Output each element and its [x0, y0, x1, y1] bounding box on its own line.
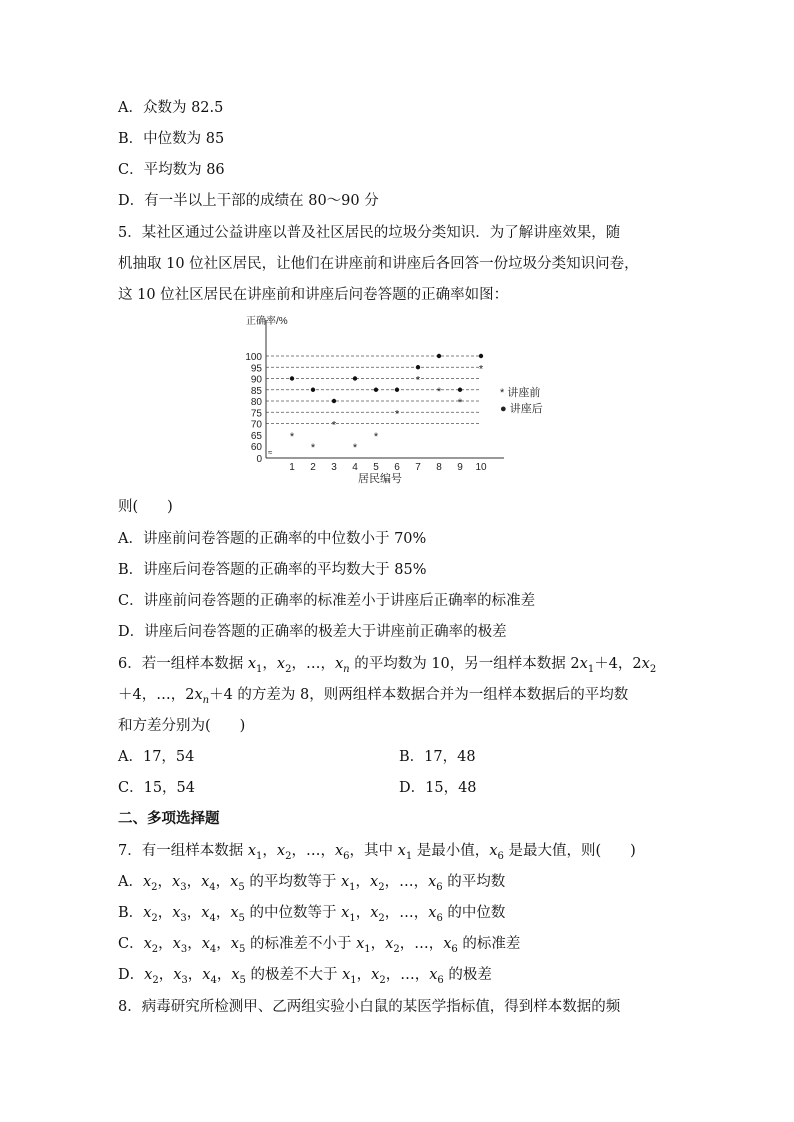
point-before-7: * [415, 374, 421, 387]
y-tick-label: 100 [245, 352, 262, 363]
y-tick-label: 70 [250, 419, 262, 431]
q7-option-c: C．$x_2$，$x_3$，$x_4$，$x_5$ 的标准差不小于 $x_1$，$x_2$，…，$x_6$ 的标准差 [118, 936, 521, 955]
q6-stem-line1: 6．若一组样本数据 $x_1$，$x_2$，…，$x_n$ 的平均数为 10，另一组样本数据 $2x_1+4$，$2x_2$ [118, 656, 657, 675]
chart-legend-before: * 讲座前 [500, 387, 541, 399]
q4-option-d: D．有一半以上干部的成绩在 80～90 分 [118, 193, 379, 209]
point-after-3 [332, 399, 336, 403]
point-after-4 [353, 376, 357, 380]
y-tick-label: 90 [250, 374, 262, 386]
x-tick-label: 5 [373, 462, 379, 473]
point-before-10: * [478, 363, 484, 376]
y-tick-label: 75 [250, 408, 262, 420]
y-tick-label: 85 [250, 385, 262, 397]
point-after-2 [311, 388, 315, 392]
q6-option-b: B．17，48 [399, 749, 476, 765]
x-tick-label: 8 [436, 462, 442, 473]
point-after-9 [458, 388, 462, 392]
q7-option-d: D．$x_2$，$x_3$，$x_4$，$x_5$ 的极差不大于 $x_1$，$x_2$，…，$x_6$ 的极差 [118, 967, 492, 986]
point-after-5 [374, 388, 378, 392]
y-tick-label: 95 [250, 363, 262, 375]
point-after-6 [395, 388, 399, 392]
q5-stem-line3: 这 10 位社区居民在讲座前和讲座后问卷答题的正确率如图： [118, 287, 509, 303]
q7-option-a: A．$x_2$，$x_3$，$x_4$，$x_5$ 的平均数等于 $x_1$，$x_2$，…，$x_6$ 的平均数 [118, 874, 506, 893]
q6-option-c: C．15，54 [118, 780, 195, 796]
q4-option-c: C．平均数为 86 [118, 162, 225, 178]
x-tick-label: 4 [352, 462, 358, 473]
q4-option-a: A．众数为 82.5 [118, 100, 224, 116]
chart-axes [266, 320, 504, 458]
q7-stem: 7．有一组样本数据 $x_1$，$x_2$，…，$x_6$，其中 $x_1$ 是最小值，$x_6$ 是最大值，则( ) [118, 843, 636, 862]
chart-ylabel: 正确率/% [246, 316, 288, 327]
x-tick-label: 1 [289, 462, 295, 473]
q8-stem: 8．病毒研究所检测甲、乙两组实验小白鼠的某医学指标值，得到样本数据的频 [118, 999, 621, 1015]
x-tick-label: 10 [475, 462, 487, 473]
point-after-10 [479, 354, 483, 358]
point-before-5: * [373, 430, 379, 443]
point-after-1 [290, 376, 294, 380]
point-before-3: * [331, 419, 337, 432]
point-before-9: * [457, 397, 463, 409]
x-tick-label: 9 [457, 462, 463, 473]
x-tick-label: 6 [394, 462, 400, 473]
q5-option-a: A．讲座前问卷答题的正确率的中位数小于 70% [118, 531, 427, 547]
point-after-8 [437, 354, 441, 358]
q7-option-b: B．$x_2$，$x_3$，$x_4$，$x_5$ 的中位数等于 $x_1$，$x_2$，…，$x_6$ 的中位数 [118, 905, 506, 924]
q5-option-b: B．讲座后问卷答题的正确率的平均数大于 85% [118, 562, 427, 578]
q5-scatter-chart [236, 312, 543, 490]
chart-xlabel: 居民编号 [358, 473, 402, 485]
section-title-multiple-choice: 二、多项选择题 [118, 810, 220, 827]
q5-option-d: D．讲座后问卷答题的正确率的极差大于讲座前正确率的极差 [118, 624, 507, 640]
q5-stem-line2: 机抽取 10 位社区居民，让他们在讲座前和讲座后各回答一份垃圾分类知识问卷， [118, 256, 639, 272]
q5-then: 则( ) [118, 499, 173, 515]
x-tick-label: 3 [331, 462, 337, 473]
x-tick-label: 2 [310, 462, 316, 473]
q6-option-a: A．17，54 [118, 749, 195, 765]
chart-legend-after: ● 讲座后 [500, 403, 543, 415]
y-tick-label: 0 [256, 454, 262, 465]
point-before-4: * [352, 442, 358, 454]
y-tick-label: 65 [250, 430, 262, 442]
q6-stem-line3: 和方差分别为( ) [118, 718, 246, 734]
point-after-7 [416, 365, 420, 369]
axis-break-mark: ≈ [268, 448, 273, 457]
point-before-1: * [289, 430, 295, 443]
y-tick-label: 60 [250, 442, 262, 453]
chart-marks [290, 354, 484, 454]
q4-option-b: B．中位数为 85 [118, 131, 225, 147]
q5-option-c: C．讲座前问卷答题的正确率的标准差小于讲座后正确率的标准差 [118, 593, 536, 609]
point-before-2: * [310, 442, 316, 454]
q5-stem-line1: 5．某社区通过公益讲座以普及社区居民的垃圾分类知识．为了解讲座效果，随 [118, 225, 621, 241]
point-before-8: * [436, 385, 442, 398]
x-tick-label: 7 [415, 462, 421, 473]
chart-gridlines [266, 356, 481, 424]
point-before-6: * [394, 408, 400, 421]
q6-option-d: D．15，48 [399, 780, 477, 796]
y-tick-label: 80 [250, 397, 262, 408]
q6-stem-line2: ＋4，…，$2x_n+4$ 的方差为 8，则两组样本数据合并为一组样本数据后的平均数 [118, 687, 629, 706]
